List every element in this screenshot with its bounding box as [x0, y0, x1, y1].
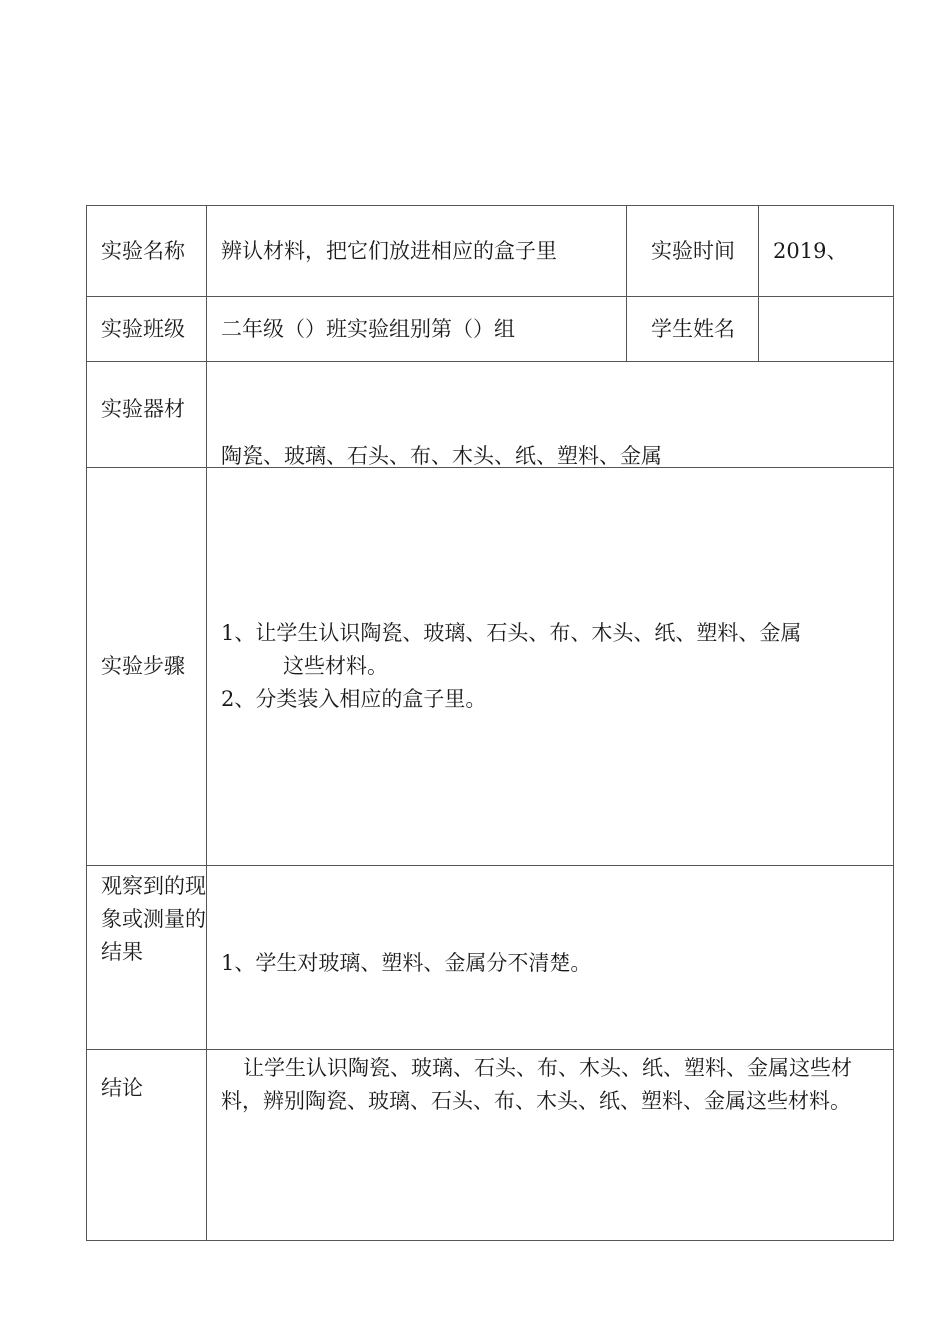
materials-value: 陶瓷、玻璃、石头、布、木头、纸、塑料、金属 — [221, 444, 662, 468]
experiment-record-table — [86, 205, 894, 1241]
step-item-1: 1、让学生认识陶瓷、玻璃、石头、布、木头、纸、塑料、金属 — [221, 621, 802, 645]
experiment-name-value: 辨认材料，把它们放进相应的盒子里 — [207, 206, 627, 297]
conclusion-label: 结论 — [87, 1050, 207, 1241]
experiment-time-value: 2019、 — [759, 206, 894, 297]
observation-value: 1、学生对玻璃、塑料、金属分不清楚。 — [221, 951, 592, 975]
row-materials — [87, 362, 894, 468]
step-item-2: 2、分类装入相应的盒子里。 — [221, 687, 487, 711]
conclusion-value: 让学生认识陶瓷、玻璃、石头、布、木头、纸、塑料、金属这些材料，辨别陶瓷、玻璃、石头、布、木头、纸、塑料、金属这些材料。 — [207, 1050, 894, 1241]
student-name-label: 学生姓名 — [627, 297, 759, 362]
materials-label — [87, 362, 207, 468]
row-conclusion — [87, 1050, 894, 1241]
materials-label-text: 实验器材 — [101, 397, 185, 421]
observation-label-cell — [87, 866, 207, 1050]
steps-value-cell — [207, 468, 894, 866]
experiment-time-label: 实验时间 — [627, 206, 759, 297]
row-experiment-class — [87, 297, 894, 362]
row-experiment-name — [87, 206, 894, 297]
row-observation — [87, 866, 894, 1050]
materials-value-cell — [207, 362, 894, 468]
experiment-name-label: 实验名称 — [87, 206, 207, 297]
observation-label: 观察到的现象或测量的结果 — [101, 874, 206, 964]
observation-value-cell — [207, 866, 894, 1050]
experiment-class-label: 实验班级 — [87, 297, 207, 362]
row-steps — [87, 468, 894, 866]
step-item-1-continued: 这些材料。 — [283, 654, 388, 678]
steps-label: 实验步骤 — [87, 468, 207, 866]
student-name-value — [759, 297, 894, 362]
experiment-class-value: 二年级（）班实验组别第（）组 — [207, 297, 627, 362]
steps-list — [221, 617, 885, 716]
